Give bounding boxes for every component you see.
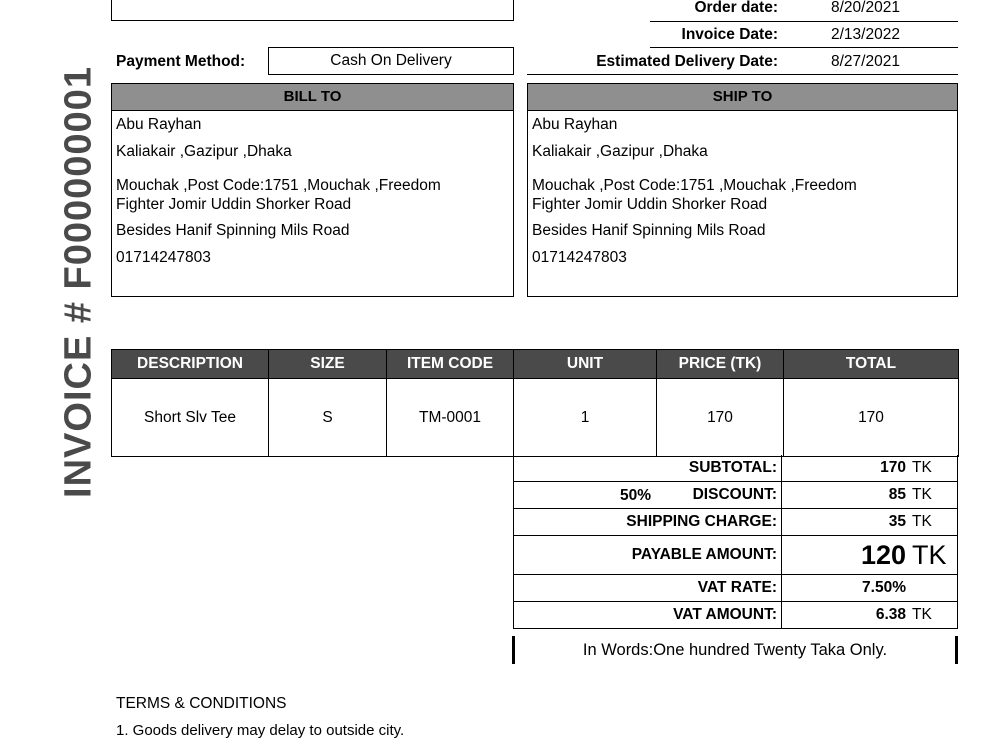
vat-rate-value: 7.50% — [862, 579, 906, 596]
shipping-value-cell — [782, 509, 957, 535]
subtotal-unit: TK — [912, 459, 932, 476]
discount-percent: 50% — [619, 487, 651, 504]
vat-amount-unit: TK — [912, 606, 932, 623]
vat-amount-label: VAT AMOUNT: — [673, 606, 777, 623]
ship-to-address-line1: Mouchak ,Post Code:1751 ,Mouchak ,Freedom — [532, 177, 857, 194]
discount-row — [513, 482, 958, 509]
cell-total: 170 — [784, 379, 959, 457]
estimated-delivery-label: Estimated Delivery Date: — [596, 53, 778, 70]
shipping-unit: TK — [912, 513, 932, 530]
vat-rate-value-cell — [782, 575, 957, 601]
order-date-rule — [650, 21, 958, 22]
bill-to-area: Kaliakair ,Gazipur ,Dhaka — [116, 143, 292, 160]
shipping-label: SHIPPING CHARGE: — [626, 513, 777, 530]
bill-to-address-line1: Mouchak ,Post Code:1751 ,Mouchak ,Freedom — [116, 177, 441, 194]
ship-to-header: SHIP TO — [527, 83, 958, 111]
ship-to-phone: 01714247803 — [532, 249, 627, 266]
subtotal-label: SUBTOTAL: — [688, 459, 777, 476]
bill-to-landmark: Besides Hanif Spinning Mils Road — [116, 222, 350, 239]
discount-label: DISCOUNT: — [692, 486, 777, 503]
bill-to-name: Abu Rayhan — [116, 116, 202, 133]
subtotal-value-cell — [782, 455, 957, 481]
invoice-date-label: Invoice Date: — [681, 26, 778, 43]
payment-method-value-box — [268, 47, 514, 75]
vat-amount-value: 6.38 — [875, 606, 906, 623]
invoice-date-value: 2/13/2022 — [831, 26, 900, 43]
estimated-delivery-rule — [527, 74, 958, 75]
payment-method-value: Cash On Delivery — [330, 52, 452, 69]
header-size: SIZE — [269, 350, 387, 379]
ship-to-landmark: Besides Hanif Spinning Mils Road — [532, 222, 766, 239]
bill-to-header: BILL TO — [111, 83, 514, 111]
invoice-number: INVOICE # F000000001 — [57, 66, 100, 498]
invoice-date-rule — [650, 47, 958, 48]
bill-to-address-line2: Fighter Jomir Uddin Shorker Road — [116, 196, 352, 213]
order-date-value: 8/20/2021 — [831, 0, 900, 16]
vat-amount-value-cell — [782, 602, 957, 628]
cell-description: Short Slv Tee — [112, 379, 269, 457]
header-price: PRICE (TK) — [657, 350, 784, 379]
items-table — [111, 349, 959, 457]
estimated-delivery-value: 8/27/2021 — [831, 53, 900, 70]
discount-unit: TK — [912, 486, 932, 503]
bill-to-phone: 01714247803 — [116, 249, 211, 266]
items-table-header-row — [112, 350, 959, 379]
table-row — [112, 379, 959, 457]
invoice-number-vertical — [41, 66, 117, 498]
totals-block — [513, 455, 958, 629]
in-words-right-bar — [955, 636, 958, 664]
cell-price: 170 — [657, 379, 784, 457]
cell-unit: 1 — [514, 379, 657, 457]
shipping-value: 35 — [888, 513, 906, 530]
ship-to-area: Kaliakair ,Gazipur ,Dhaka — [532, 143, 708, 160]
in-words: In Words:One hundred Twenty Taka Only. — [582, 641, 888, 659]
cell-item-code: TM-0001 — [387, 379, 514, 457]
payable-value-cell — [782, 536, 957, 574]
payable-value: 120 — [860, 539, 906, 570]
terms-title: TERMS & CONDITIONS — [116, 695, 287, 712]
vat-rate-row — [513, 575, 958, 602]
shipping-row — [513, 509, 958, 536]
vat-amount-row — [513, 602, 958, 629]
subtotal-value: 170 — [880, 459, 906, 476]
header-item-code: ITEM CODE — [387, 350, 514, 379]
header-description: DESCRIPTION — [112, 350, 269, 379]
subtotal-row — [513, 455, 958, 482]
ship-to-address-line2: Fighter Jomir Uddin Shorker Road — [532, 196, 768, 213]
bill-to-box — [111, 110, 514, 297]
header-total: TOTAL — [784, 350, 959, 379]
payable-label: PAYABLE AMOUNT: — [631, 546, 777, 563]
vat-rate-label: VAT RATE: — [697, 579, 777, 596]
ship-to-box — [527, 110, 958, 297]
discount-value-cell — [782, 482, 957, 508]
top-info-box — [111, 0, 514, 21]
header-unit: UNIT — [514, 350, 657, 379]
order-date-label: Order date: — [694, 0, 778, 16]
ship-to-name: Abu Rayhan — [532, 116, 618, 133]
payable-unit: TK — [912, 539, 947, 570]
payable-row — [513, 536, 958, 575]
payment-method-label: Payment Method: — [116, 53, 246, 70]
discount-value: 85 — [888, 486, 906, 503]
terms-item: 1. Goods delivery may delay to outside city. — [116, 722, 405, 739]
cell-size: S — [269, 379, 387, 457]
